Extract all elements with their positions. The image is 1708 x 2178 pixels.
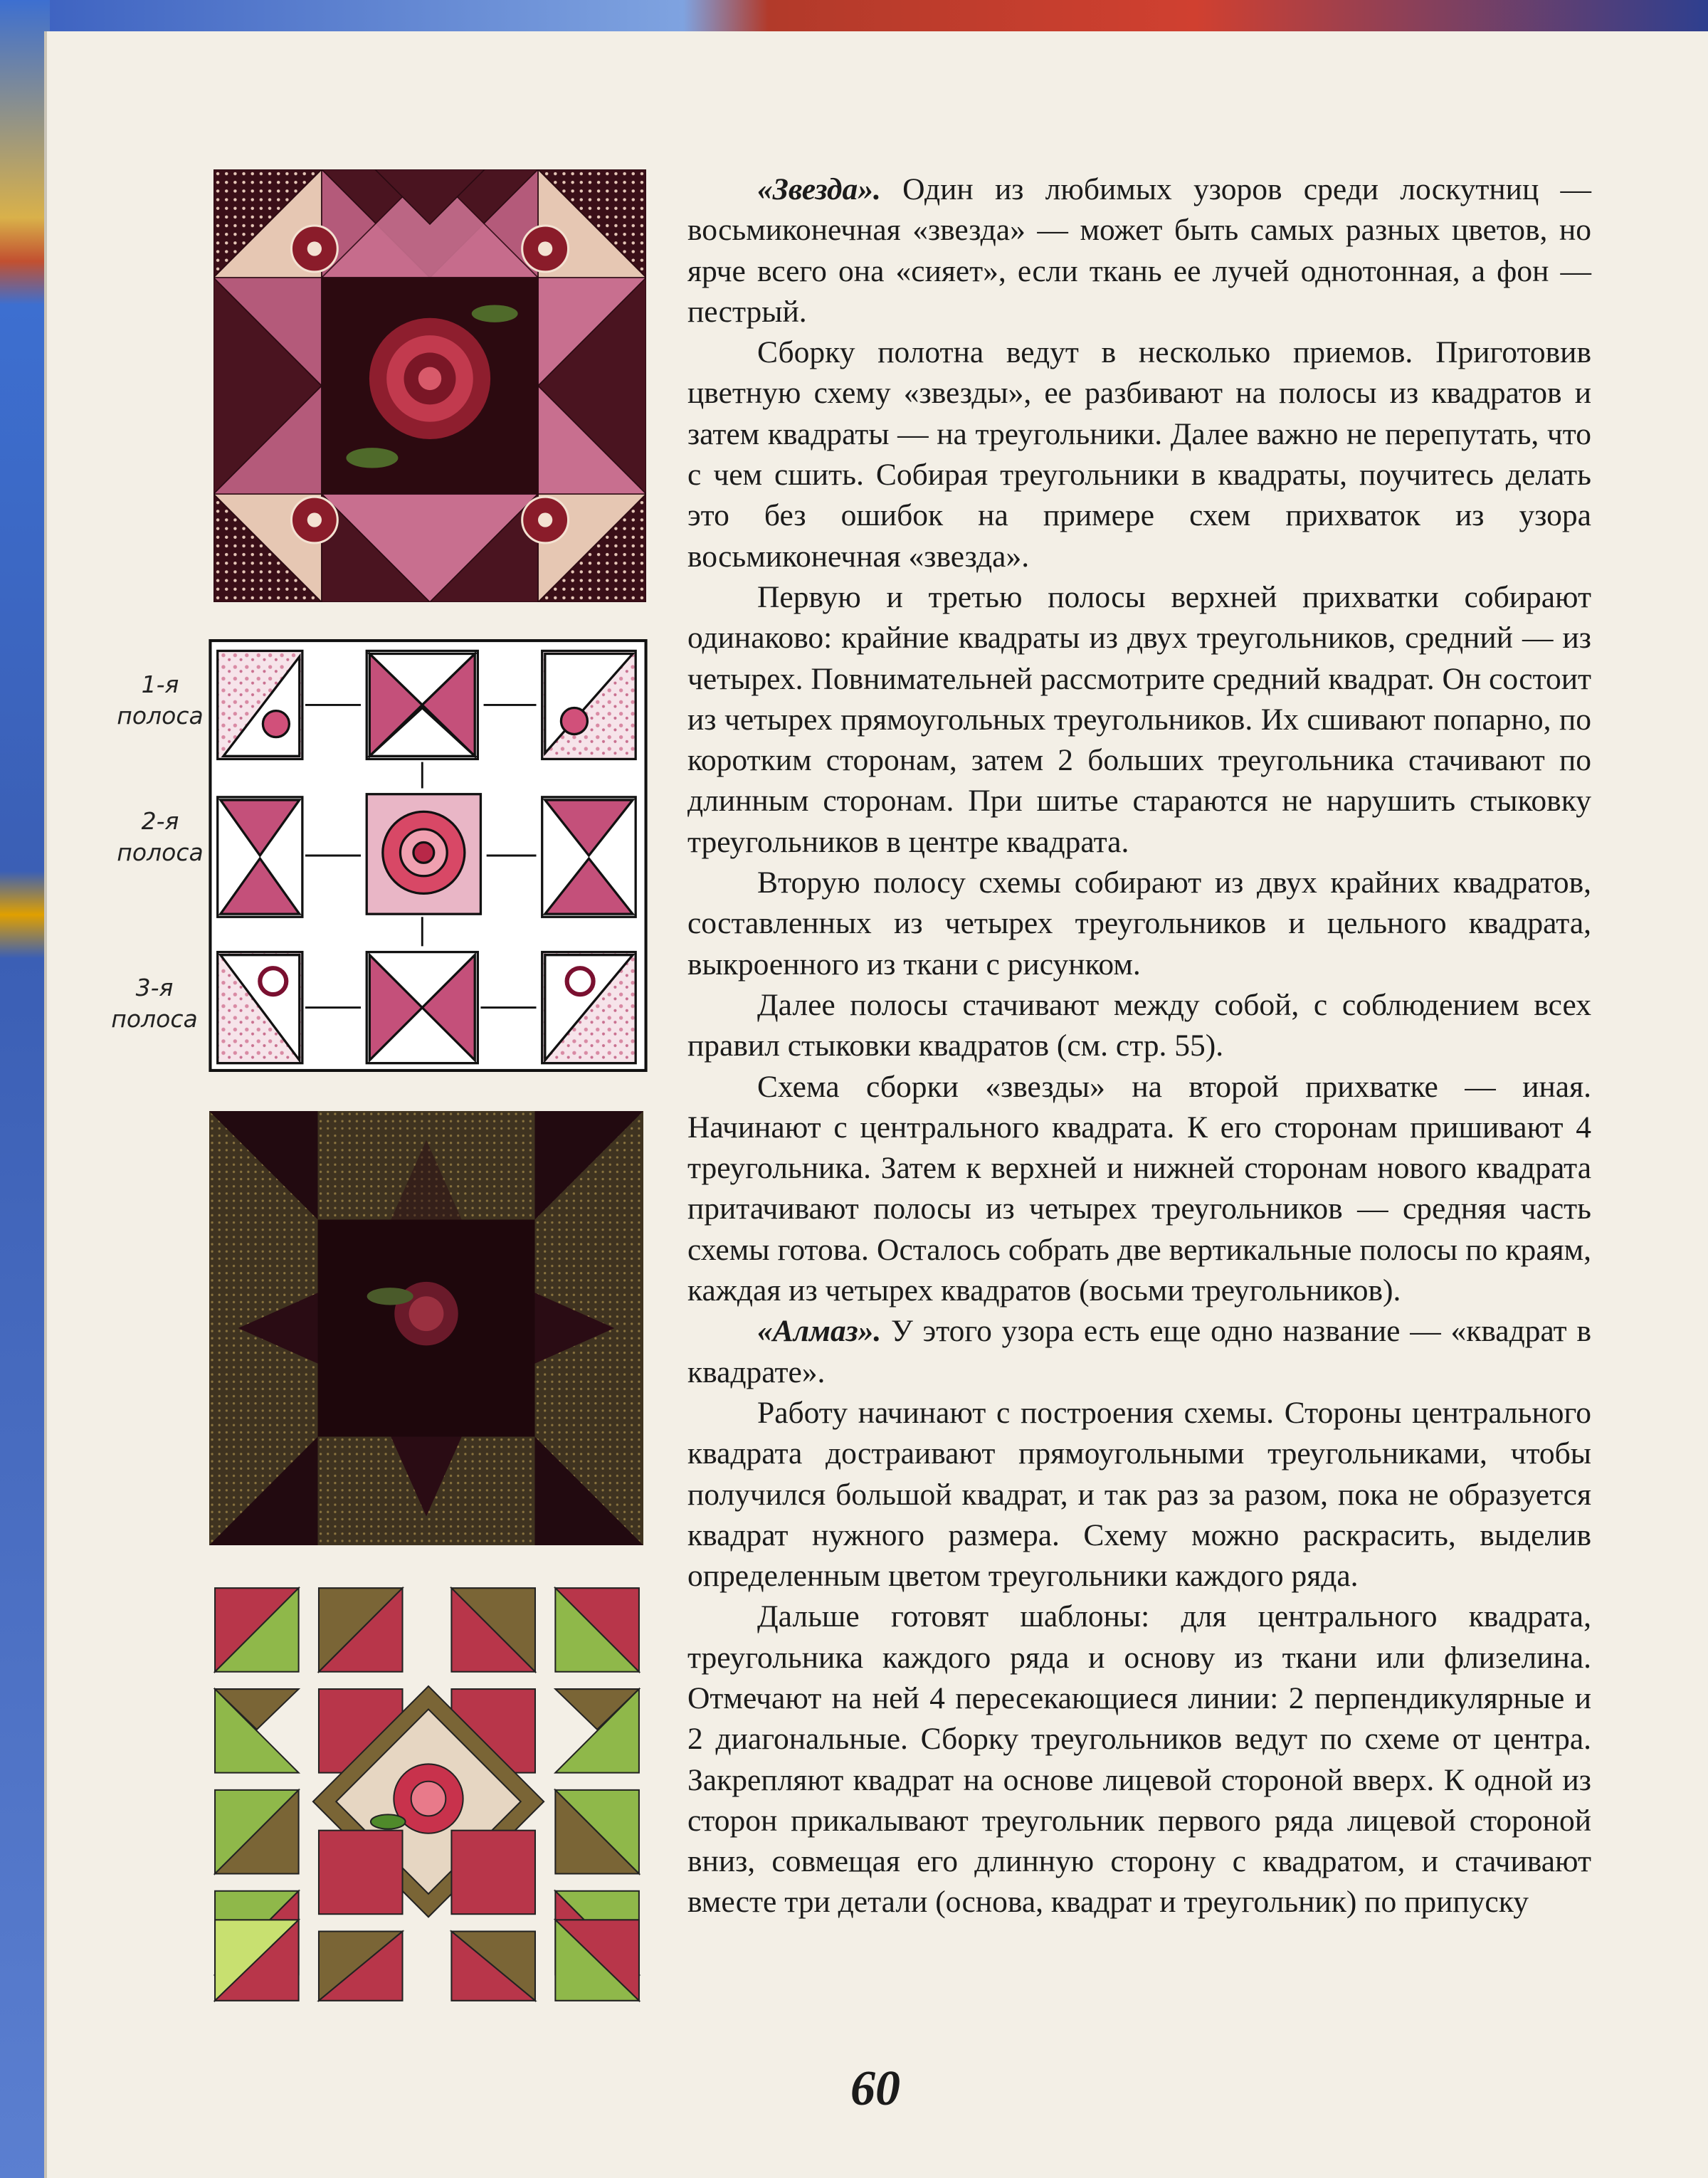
row-3 [218,952,636,1063]
star-quilt-photo [214,169,646,602]
book-spine-left [0,0,50,2178]
dark-star-quilt-photo [209,1110,643,1546]
paragraph-text: Один из любимых узоров среди лоскутниц — восьмиконечная «звезда» — может быть самых разных цветов, но ярче всего она «сияет», если ткань ее лучей однотонная, а фон — пестрый. [687,172,1591,329]
paragraph [687,1311,1591,1393]
paragraph-text: Сборку полотна ведут в несколько приемов. Приготовив цветную схему «звезды», ее разбивают на полосы из квадратов и затем квадраты — на треугольники. Далее важно не перепутать, что с чем сшить. Собирая треугольники в квадраты, поучитесь делать это без ошибок на примере схем прихваток из узора восьмиконечная «звезда». [687,335,1591,574]
paragraph [687,169,1591,332]
paragraph-text: Дальше готовят шаблоны: для центрального квадрата, треугольника каждого ряда и основу из ткани или флизелина. Отмечают на ней 4 пересекающиеся линии: 2 перпендикулярные и 2 диагональные. Сборку треугольников ведут по схеме от центра. Закрепляют квадрат на основе лицевой стороной вверх. К одной из сторон прикалывают треугольник первого ряда лицевой стороной вниз, совмещая его длинную сторону с квадратом, и стачивают вместе три детали (основа, квадрат и треугольник) по припуску [687,1599,1591,1920]
paragraph [687,1393,1591,1596]
diamond-assembly-diagram [212,1584,645,2004]
row-1 [218,651,636,759]
paragraph-lead: «Звезда». [757,172,881,206]
strip-label-2: 2-я полоса [117,807,204,866]
paragraph [687,1067,1591,1312]
paragraph-text: Вторую полосу схемы собирают из двух крайних квадратов, составленных из четырех треугольников и цельного квадрата, выкроенного из ткани с рисунком. [687,866,1591,982]
paragraph-text: У этого узора есть еще одно название — «квадрат в квадрате». [687,1314,1591,1389]
paragraph-text: Далее полосы стачивают между собой, с соблюдением всех правил стыковки квадратов (см. стр. 55). [687,987,1591,1063]
strip-label-3: 3-я полоса [111,974,198,1033]
paragraph-text: Схема сборки «звезды» на второй прихватке — иная. Начинают с центрального квадрата. К его сторонам пришивают 4 треугольника. Затем к верхней и нижней сторонам нового квадрата притачивают полосы из четырех треугольников — средняя часть схемы готова. Осталось собрать две вертикальные полосы по краям, каждая из четырех квадратов (восьми треугольников). [687,1069,1591,1308]
paragraph [687,985,1591,1067]
paragraph [687,332,1591,577]
strip-label-1: 1-я полоса [117,670,204,730]
paragraph [687,577,1591,863]
page-number: 60 [850,2061,900,2116]
star-assembly-diagram [209,639,648,1072]
article-text [687,169,1591,1923]
paragraph-lead: «Алмаз». [757,1314,882,1349]
paragraph [687,1596,1591,1922]
paragraph [687,863,1591,985]
paragraph-text: Работу начинают с построения схемы. Стороны центрального квадрата достраивают прямоугольными треугольниками, чтобы получился большой квадрат, и так раз за разом, пока не образуется квадрат нужного размера. Схему можно раскрасить, выделив определенным цветом треугольники каждого ряда. [687,1395,1591,1594]
row-2 [218,794,636,917]
paragraph-text: Первую и третью полосы верхней прихватки собирают одинаково: крайние квадраты из двух треугольников, средний — из четырех. Повнимательней рассмотрите средний квадрат. Он состоит из четырех прямоугольных треугольников. Их сшивают попарно, по коротким сторонам, затем 2 больших треугольника стачивают по длинным сторонам. При шитье стараются не нарушить стыковку треугольников в центре квадрата. [687,579,1591,859]
